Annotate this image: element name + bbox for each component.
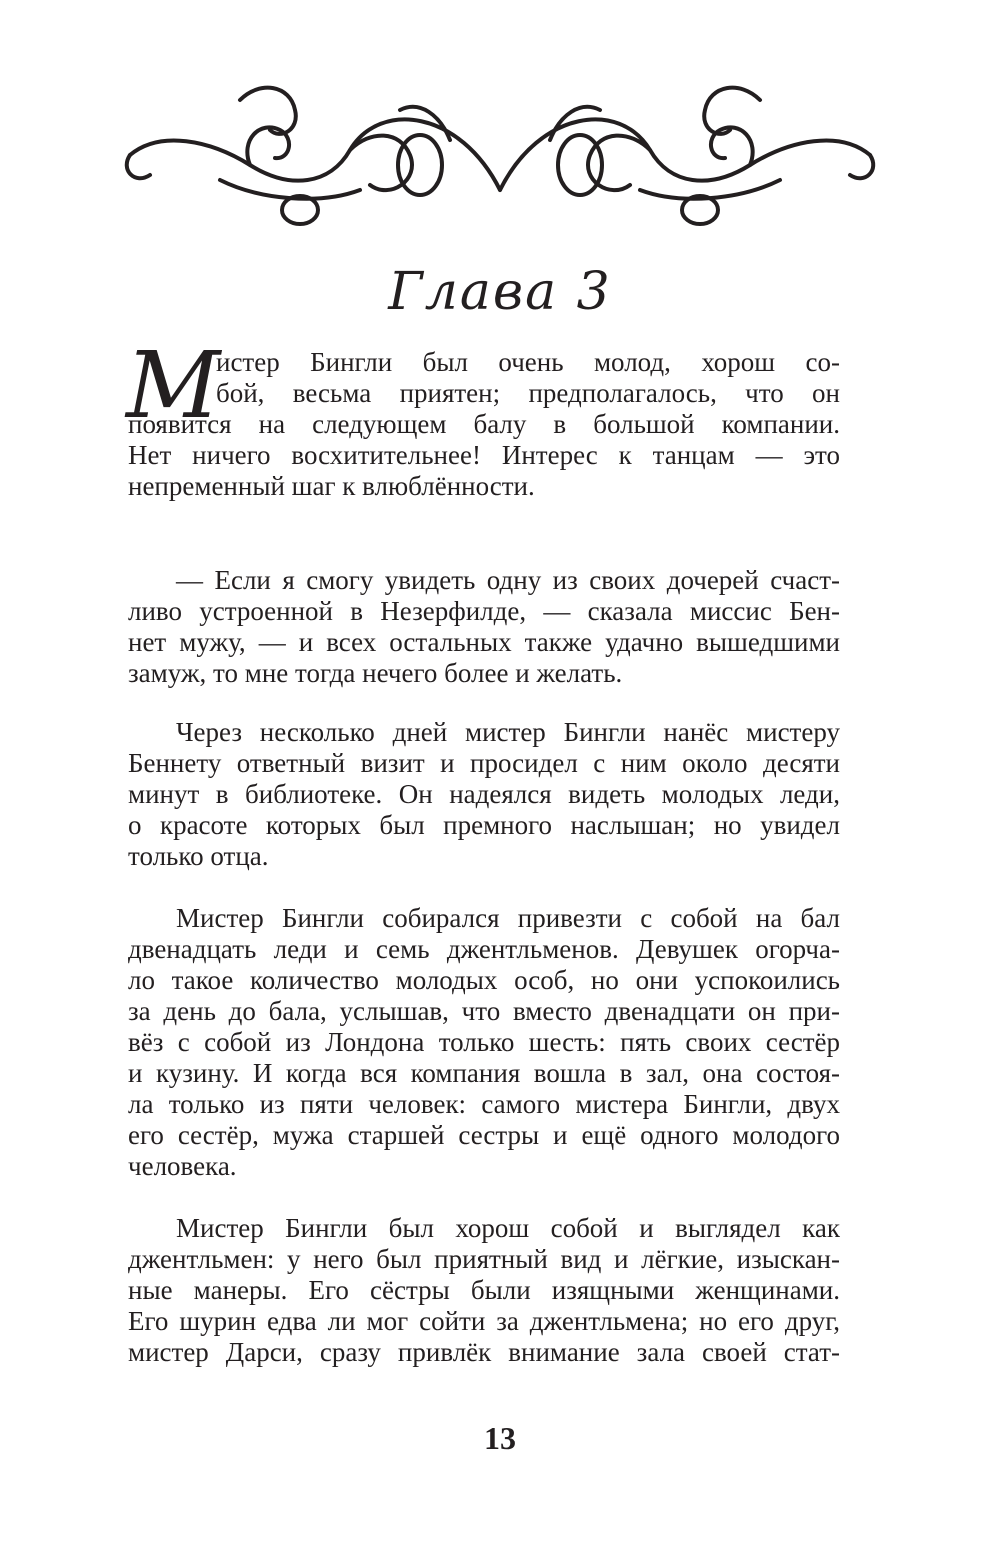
text-line: минут в библиотеке. Он надеялся видеть молодых леди,	[128, 779, 840, 809]
paragraph-5	[128, 1213, 840, 1368]
text-line: Через несколько дней мистер Бингли нанёс мистеру	[176, 717, 840, 747]
text-line: непременный шаг к влюблённости.	[128, 471, 535, 501]
text-line: Нет ничего восхитительнее! Интерес к танцам — это	[128, 440, 840, 470]
text-line: Мистер Бингли собирался привезти с собой на бал	[176, 903, 840, 933]
text-line: ные манеры. Его сёстры были изящными женщинами.	[128, 1275, 840, 1305]
text-line: за день до бала, услышав, что вместо двенадцати он при-	[128, 996, 840, 1026]
paragraph-2	[128, 565, 840, 689]
text-line: Мистер Бингли был хорош собой и выглядел как	[176, 1213, 840, 1243]
text-line: — Если я смогу увидеть одну из своих дочерей счаст-	[176, 565, 840, 595]
text-line: о красоте которых был премного наслышан; но увидел	[128, 810, 840, 840]
paragraph-1	[128, 347, 840, 502]
text-line: замуж, то мне тогда нечего более и желать.	[128, 658, 623, 688]
text-line: и кузину. И когда вся компания вошла в зал, она состоя-	[128, 1058, 840, 1088]
text-line: только отца.	[128, 841, 269, 871]
decorative-ornament	[120, 70, 880, 230]
text-line: нет мужу, — и всех остальных также удачно вышедшими	[128, 627, 840, 657]
text-line: ливо устроенной в Незерфилде, — сказала миссис Бен-	[128, 596, 840, 626]
text-line: человека.	[128, 1151, 237, 1181]
drop-cap-letter: М	[126, 332, 221, 439]
text-line: ла только из пяти человек: самого мистера Бингли, двух	[128, 1089, 840, 1119]
text-line: бой, весьма приятен; предполагалось, что он	[216, 378, 840, 408]
text-line: джентльмен: у него был приятный вид и лёгкие, изыскан-	[128, 1244, 840, 1274]
text-line: мистер Дарси, сразу привлёк внимание зала своей стат-	[128, 1337, 840, 1367]
text-line: его сестёр, мужа старшей сестры и ещё одного молодого	[128, 1120, 840, 1150]
paragraph-4	[128, 903, 840, 1182]
text-line: появится на следующем балу в большой компании.	[128, 409, 840, 439]
text-line: Его шурин едва ли мог сойти за джентльмена; но его друг,	[128, 1306, 840, 1336]
text-line: ло такое количество молодых особ, но они успокоились	[128, 965, 840, 995]
chapter-title: Глава 3	[388, 262, 612, 322]
text-line: двенадцать леди и семь джентльменов. Девушек огорча-	[128, 934, 840, 964]
text-line: истер Бингли был очень молод, хорош со-	[216, 347, 840, 377]
page-number: 13	[484, 1420, 516, 1456]
text-line: вёз с собой из Лондона только шесть: пять своих сестёр	[128, 1027, 840, 1057]
text-line: Беннету ответный визит и просидел с ним около десяти	[128, 748, 840, 778]
paragraph-3	[128, 717, 840, 872]
